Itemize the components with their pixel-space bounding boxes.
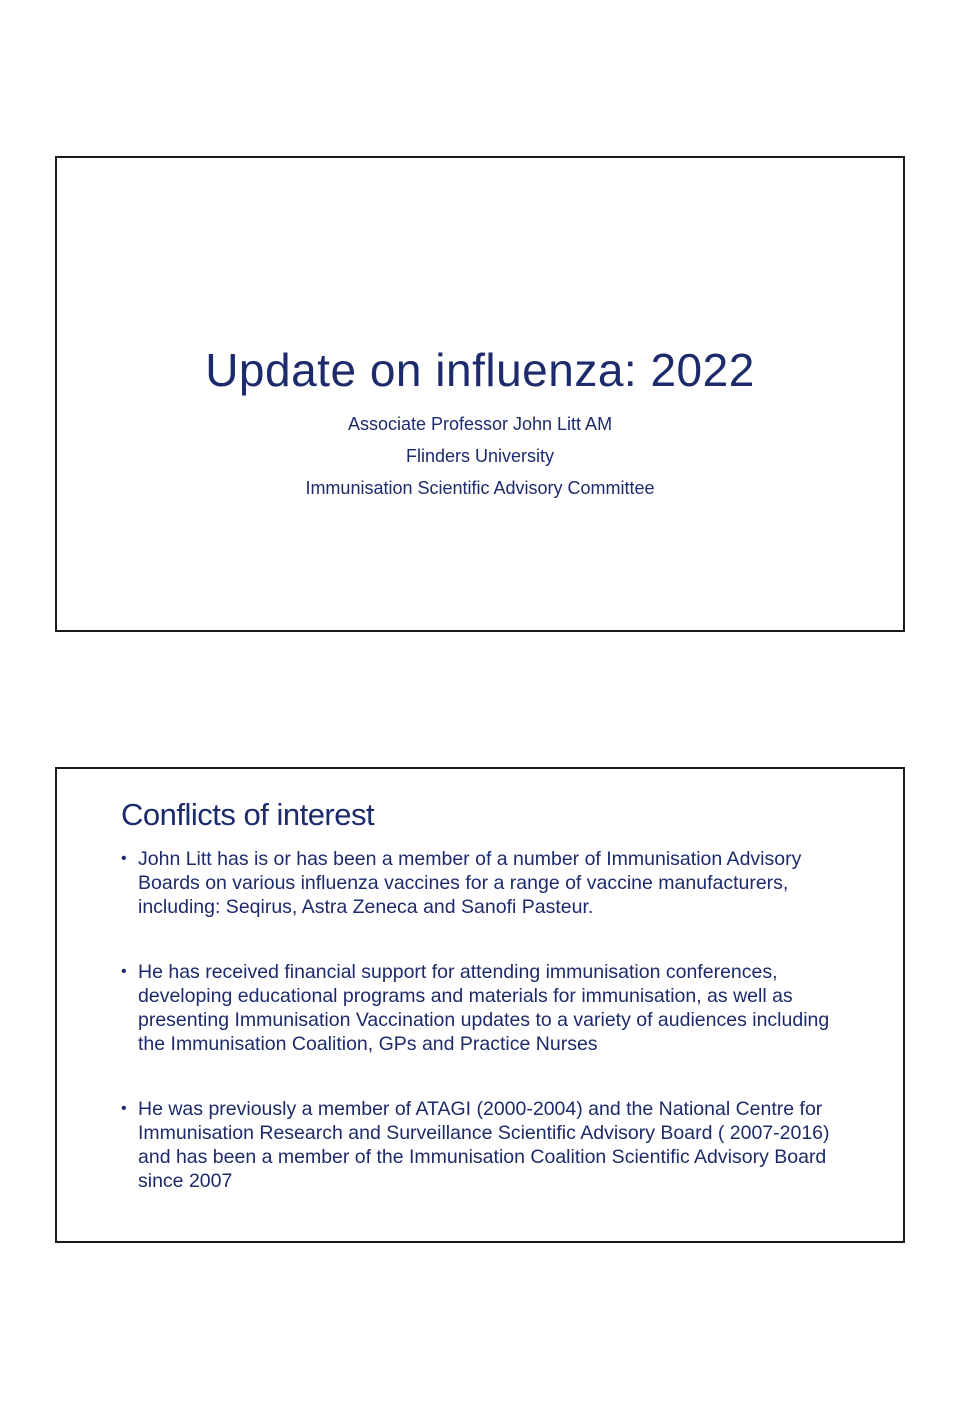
bullet-icon: • [121, 963, 127, 980]
bullet-text: John Litt has is or has been a member of a number of Immunisation Advisory Boards on various influenza vaccines for a range of vaccine manufacturers, including: Seqirus, Astra Zeneca and Sanofi Pasteur. [138, 848, 802, 918]
bullet-icon: • [121, 1100, 127, 1117]
conflicts-title: Conflicts of interest [121, 797, 375, 832]
presentation-title: Update on influenza: 2022 [205, 344, 755, 396]
presenter-committee: Immunisation Scientific Advisory Committee [305, 478, 655, 498]
conflicts-slide [55, 767, 905, 1243]
conflicts-bullet-list [121, 847, 851, 1234]
presenter-name: Associate Professor John Litt AM [347, 414, 613, 434]
bullet-text: He has received financial support for attending immunisation conferences, developing educational programs and materials for immunisation, as well as presenting Immunisation Vaccination updates to a variety of audiences including the Immunisation Coalition, GPs and Practice Nurses [138, 961, 830, 1055]
bullet-text: He was previously a member of ATAGI (2000-2004) and the National Centre for Immunisation Research and Surveillance Scientific Advisory Board ( 2007-2016) and has been a member of the Immunisation Coalition Scientific Advisory Board since 2007 [138, 1098, 830, 1192]
title-slide [55, 156, 905, 632]
bullet-item [121, 960, 851, 1056]
bullet-icon: • [121, 850, 127, 867]
bullet-item [121, 847, 851, 919]
presenter-university: Flinders University [405, 446, 555, 466]
bullet-item [121, 1097, 851, 1193]
presenter-details [57, 408, 903, 504]
